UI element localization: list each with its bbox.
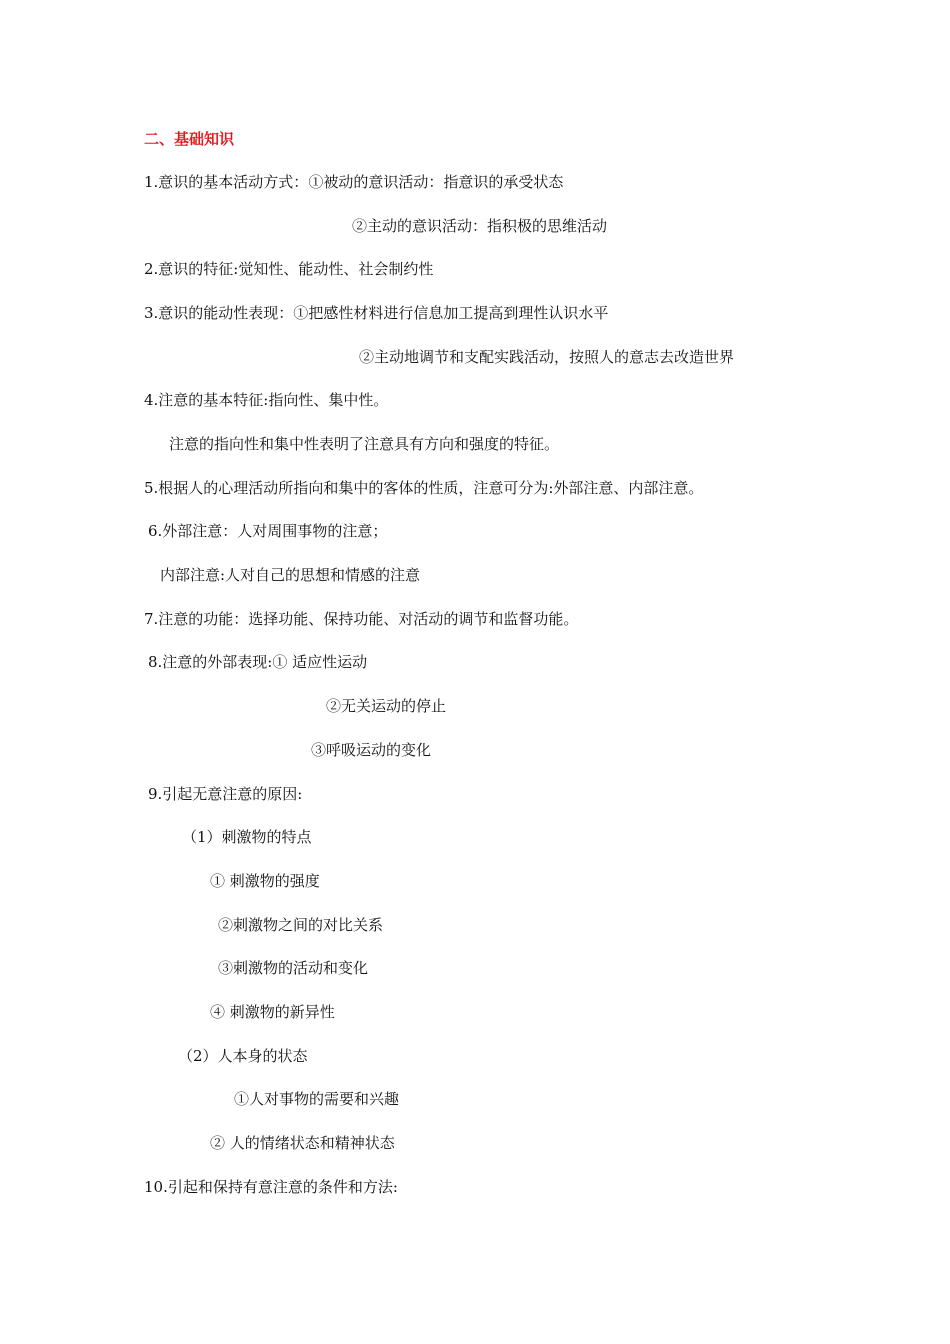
text-line: 7.注意的功能：选择功能、保持功能、对活动的调节和监督功能。 [144,610,579,628]
text-line: 5.根据人的心理活动所指向和集中的客体的性质，注意可分为:外部注意、内部注意。 [144,479,704,497]
text-line: 注意的指向性和集中性表明了注意具有方向和强度的特征。 [169,435,560,453]
text-line: ① 刺激物的强度 [210,872,320,890]
text-line: ③呼吸运动的变化 [311,741,432,759]
text-line: ③刺激物的活动和变化 [218,959,369,977]
text-line: ②主动地调节和支配实践活动，按照人的意志去改造世界 [359,348,735,366]
text-line: ② 人的情绪状态和精神状态 [210,1134,395,1152]
text-line: 6.外部注意：人对周围事物的注意； [148,522,388,540]
text-line: （2）人本身的状态 [178,1047,308,1065]
text-line: ④ 刺激物的新异性 [210,1003,335,1021]
text-line: 1.意识的基本活动方式：①被动的意识活动：指意识的承受状态 [144,173,564,191]
text-line: 内部注意:人对自己的思想和情感的注意 [160,566,421,584]
section-heading: 二、基础知识 [144,130,235,148]
text-line: 10.引起和保持有意注意的条件和方法: [144,1178,398,1196]
text-line: 2.意识的特征:觉知性、能动性、社会制约性 [144,260,434,278]
text-line: 3.意识的能动性表现：①把感性材料进行信息加工提高到理性认识水平 [144,304,609,322]
text-line: 9.引起无意注意的原因: [148,785,303,803]
text-line: 4.注意的基本特征:指向性、集中性。 [144,391,389,409]
text-line: ②主动的意识活动：指积极的思维活动 [352,217,608,235]
text-line: ②刺激物之间的对比关系 [218,916,384,934]
text-line: ②无关运动的停止 [326,697,447,715]
text-line: ①人对事物的需要和兴趣 [234,1090,400,1108]
text-line: 8.注意的外部表现:① 适应性运动 [148,653,368,671]
text-line: （1）刺激物的特点 [182,828,312,846]
